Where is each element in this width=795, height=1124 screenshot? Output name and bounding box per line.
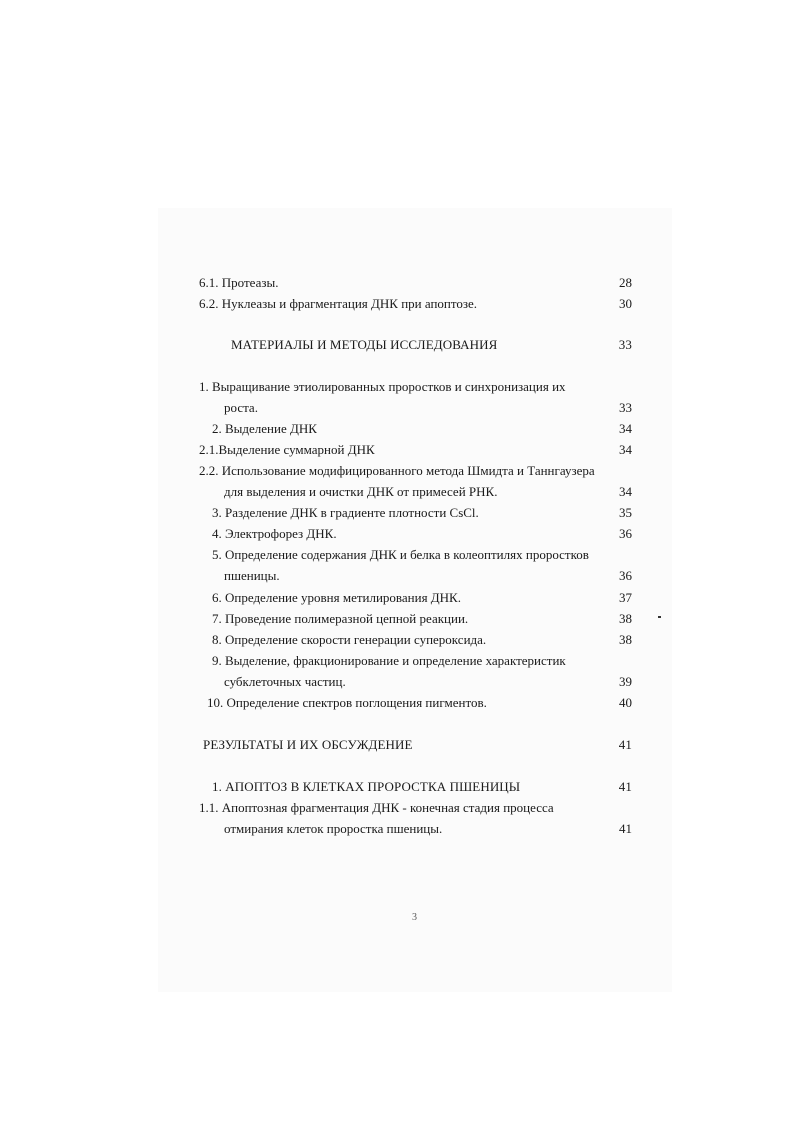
scan-artifact xyxy=(658,616,661,618)
toc-entry-title: 10. Определение спектров поглощения пигментов. xyxy=(207,695,487,710)
toc-entry-title: отмирания клеток проростка пшеницы. xyxy=(224,821,443,836)
toc-entry-page: 33 xyxy=(619,400,632,415)
toc-entry-page: 34 xyxy=(619,442,632,457)
toc-entry-title: 6.2. Нуклеазы и фрагментация ДНК при апоптозе. xyxy=(199,296,478,311)
toc-entry xyxy=(199,524,632,544)
toc-entry-title: 2. Выделение ДНК xyxy=(212,421,317,436)
toc-entry-title: 2.2. Использование модифицированного метода Шмидта и Таннгаузера xyxy=(199,463,595,478)
toc-entry xyxy=(199,503,632,523)
toc-entry-page: 41 xyxy=(618,737,632,752)
toc-entry xyxy=(199,398,632,418)
toc-entry-page: 37 xyxy=(619,590,632,605)
toc-entry-title: 2.1.Выделение суммарной ДНК xyxy=(199,442,375,457)
toc-entry xyxy=(199,482,632,502)
toc-heading xyxy=(199,735,632,755)
toc-entry-page: 41 xyxy=(618,779,632,794)
toc-entry xyxy=(199,545,632,565)
toc-entry xyxy=(199,294,632,314)
toc-entry-title: 4. Электрофорез ДНК. xyxy=(212,526,337,541)
toc-entry-title: 8. Определение скорости генерации супероксида. xyxy=(212,632,487,647)
toc-heading xyxy=(199,335,632,355)
page-number: 3 xyxy=(412,912,417,923)
toc-entry-page: 36 xyxy=(619,568,632,583)
toc-entry xyxy=(199,273,632,293)
toc-entry xyxy=(199,609,632,629)
toc-entry-page: 35 xyxy=(619,505,632,520)
toc-entry-page: 33 xyxy=(618,337,632,352)
toc-entry-title: 3. Разделение ДНК в градиенте плотности CsCl. xyxy=(212,505,479,520)
toc-entry-page: 30 xyxy=(619,296,632,311)
toc-entry-title: 6. Определение уровня метилирования ДНК. xyxy=(212,590,461,605)
toc-entry xyxy=(199,651,632,671)
toc-entry xyxy=(199,377,632,397)
toc-entry xyxy=(199,630,632,650)
toc-entry-title: 9. Выделение, фракционирование и определение характеристик xyxy=(212,653,566,668)
toc-entry-page: 34 xyxy=(619,484,632,499)
toc-entry-title: 6.1. Протеазы. xyxy=(199,275,279,290)
toc-entry-title: РЕЗУЛЬТАТЫ И ИХ ОБСУЖДЕНИЕ xyxy=(203,737,413,752)
toc-entry xyxy=(199,461,632,481)
toc-entry-title: роста. xyxy=(224,400,258,415)
toc-entry-page: 36 xyxy=(619,526,632,541)
toc-entry-title: 1. АПОПТОЗ В КЛЕТКАХ ПРОРОСТКА ПШЕНИЦЫ xyxy=(212,779,521,794)
toc-entry xyxy=(199,419,632,439)
toc-entry-page: 41 xyxy=(619,821,632,836)
toc-entry xyxy=(199,798,632,818)
toc-entry xyxy=(199,819,632,839)
toc-entry-title: 7. Проведение полимеразной цепной реакции. xyxy=(212,611,469,626)
toc-entry xyxy=(199,588,632,608)
toc-entry-page: 39 xyxy=(619,674,632,689)
toc-entry-title: 1. Выращивание этиолированных проростков и синхронизация их xyxy=(199,379,566,394)
toc-entry-title: 5. Определение содержания ДНК и белка в колеоптилях проростков xyxy=(212,547,589,562)
toc-entry-page: 28 xyxy=(619,275,632,290)
toc-entry-title: пшеницы. xyxy=(224,568,280,583)
toc-entry xyxy=(199,672,632,692)
toc-entry xyxy=(199,440,632,460)
toc-entry-page: 34 xyxy=(619,421,632,436)
toc-heading xyxy=(199,777,632,797)
toc-entry-page: 40 xyxy=(619,695,632,710)
toc-entry xyxy=(199,693,632,713)
toc-entry xyxy=(199,566,632,586)
toc-entry-title: МАТЕРИАЛЫ И МЕТОДЫ ИССЛЕДОВАНИЯ xyxy=(231,337,498,352)
toc-entry-page: 38 xyxy=(619,632,632,647)
toc-entry-title: 1.1. Апоптозная фрагментация ДНК - конечная стадия процесса xyxy=(199,800,554,815)
toc-entry-title: субклеточных частиц. xyxy=(224,674,346,689)
toc-entry-title: для выделения и очистки ДНК от примесей РНК. xyxy=(224,484,498,499)
toc-entry-page: 38 xyxy=(619,611,632,626)
